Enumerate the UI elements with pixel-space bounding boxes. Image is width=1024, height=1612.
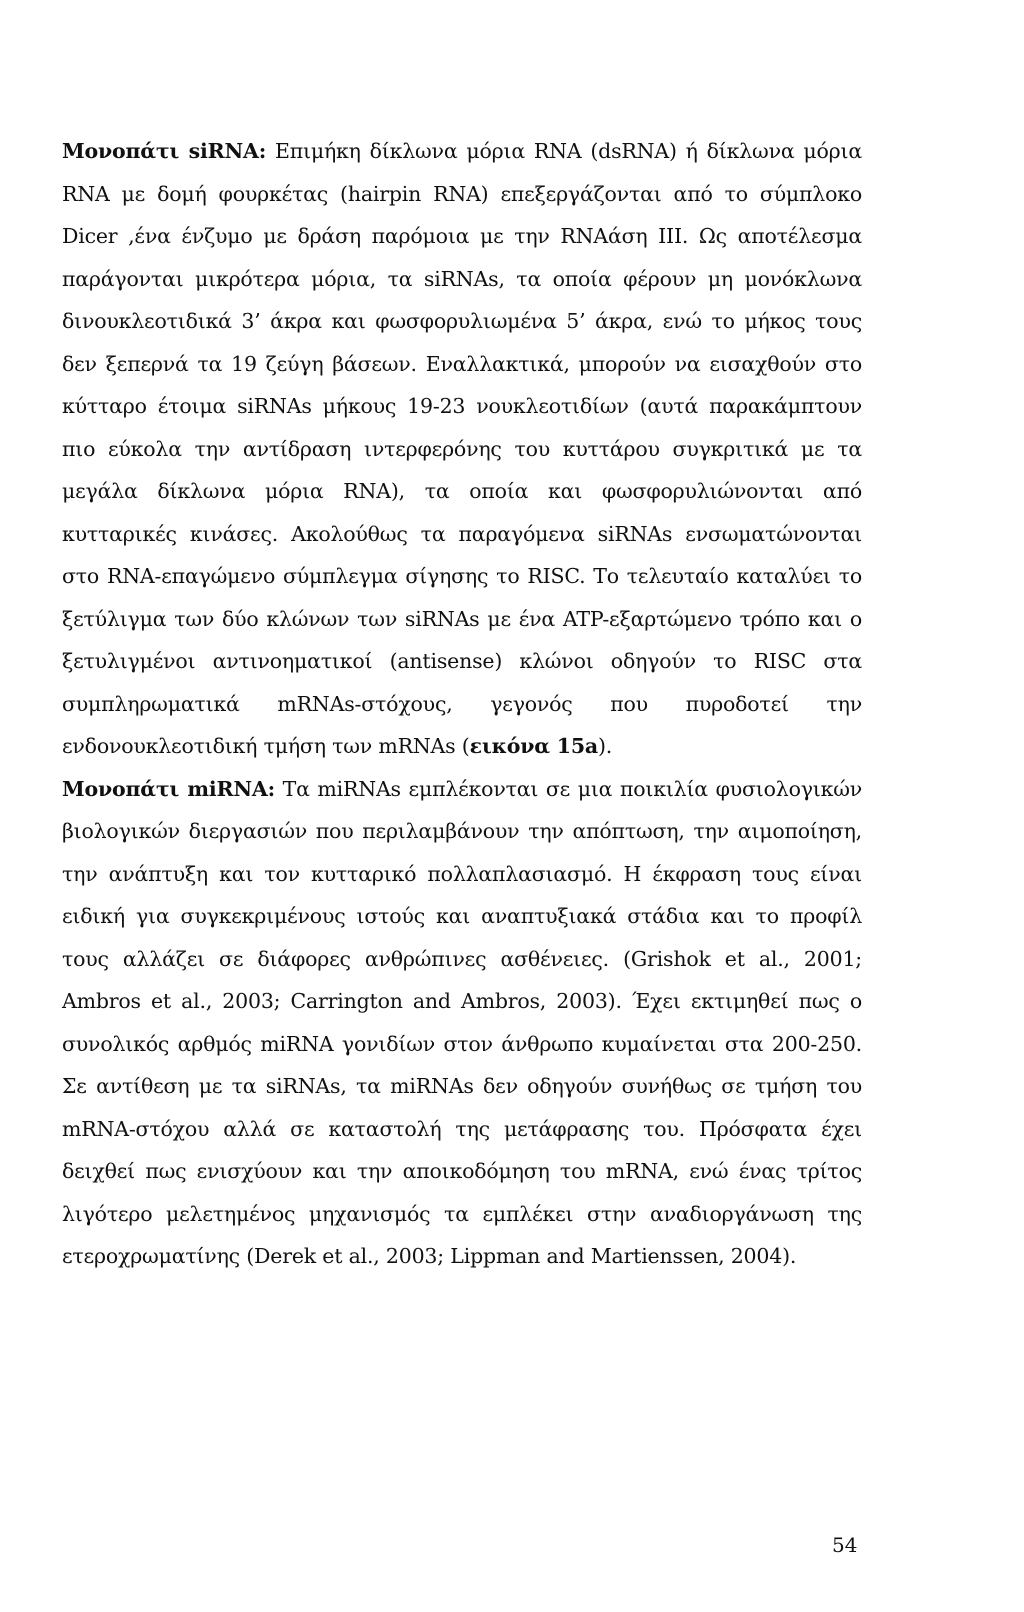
paragraph-heading-mirna: Μονοπάτι miRNA: — [62, 776, 275, 801]
paragraph-mirna-pathway — [62, 768, 862, 1278]
paragraph-text-end: ). — [597, 734, 613, 758]
paragraph-heading-sirna: Μονοπάτι siRNA: — [62, 139, 267, 163]
page-number: 54 — [832, 1533, 858, 1557]
paragraph-sirna-pathway — [62, 130, 862, 768]
paragraph-text: Επιμήκη δίκλωνα μόρια RNA (dsRNA) ή δίκλωνα μόρια RNA με δομή φουρκέτας (hairpin RNA) επεξεργάζονται από το σύμπλοκο Dicer ,ένα ένζυμο με δράση παρόμοια με την RNAάση III. Ως αποτέλεσμα παράγονται μικρότερα μόρια, τα siRNAs, τα οποία φέρουν μη μονόκλωνα δινουκλεοτιδικά 3’ άκρα και φωσφορυλιωμένα 5’ άκρα, ενώ το μήκος τους δεν ξεπερνά τα 19 ζεύγη βάσεων. Εναλλακτικά, μπορούν να εισαχθούν στο κύτταρο έτοιμα siRNAs μήκους 19-23 νουκλεοτιδίων (αυτά παρακάμπτουν πιο εύκολα την αντίδραση ιντερφερόνης του κυττάρου συγκριτικά με τα μεγάλα δίκλωνα μόρια RNA), τα οποία και φωσφορυλιώνονται από κυτταρικές κινάσες. Ακολούθως τα παραγόμενα siRNAs ενσωματώνονται στο RNA-επαγώμενο σύμπλεγμα σίγησης το RISC. Το τελευταίο καταλύει το ξετύλιγμα των δύο κλώνων των siRNAs με ένα ATP-εξαρτώμενο τρόπο και ο ξετυλιγμένοι αντινοηματικοί (antisense) κλώνοι οδηγούν το RISC στα συμπληρωματικά mRNAs-στόχους, γεγονός που πυροδοτεί την ενδονουκλεοτιδική τμήση των mRNAs ( — [62, 139, 862, 758]
figure-reference: εικόνα 15a — [469, 734, 598, 758]
document-body — [62, 130, 862, 1278]
paragraph-text: Τα miRNAs εμπλέκονται σε μια ποικιλία φυσιολογικών βιολογικών διεργασιών που περιλαμβάνουν την απόπτωση, την αιμοποίηση, την ανάπτυξη και τον κυτταρικό πολλαπλασιασμό. Η έκφραση τους είναι ειδική για συγκεκριμένους ιστούς και αναπτυξιακά στάδια και το προφίλ τους αλλάζει σε διάφορες ανθρώπινες ασθένειες. (Grishok et al., 2001; Ambros et al., 2003; Carrington and Ambros, 2003). Έχει εκτιμηθεί πως ο συνολικός αρθμός miRNA γονιδίων στον άνθρωπο κυμαίνεται στα 200-250. Σε αντίθεση με τα siRNAs, τα miRNAs δεν οδηγούν συνήθως σε τμήση του mRNA-στόχου αλλά σε καταστολή της μετάφρασης του. Πρόσφατα έχει δειχθεί πως ενισχύουν και την αποικοδόμηση του mRNA, ενώ ένας τρίτος λιγότερο μελετημένος μηχανισμός τα εμπλέκει στην αναδιοργάνωση της ετεροχρωματίνης (Derek et al., 2003; Lippman and Martienssen, 2004). — [62, 776, 863, 1268]
